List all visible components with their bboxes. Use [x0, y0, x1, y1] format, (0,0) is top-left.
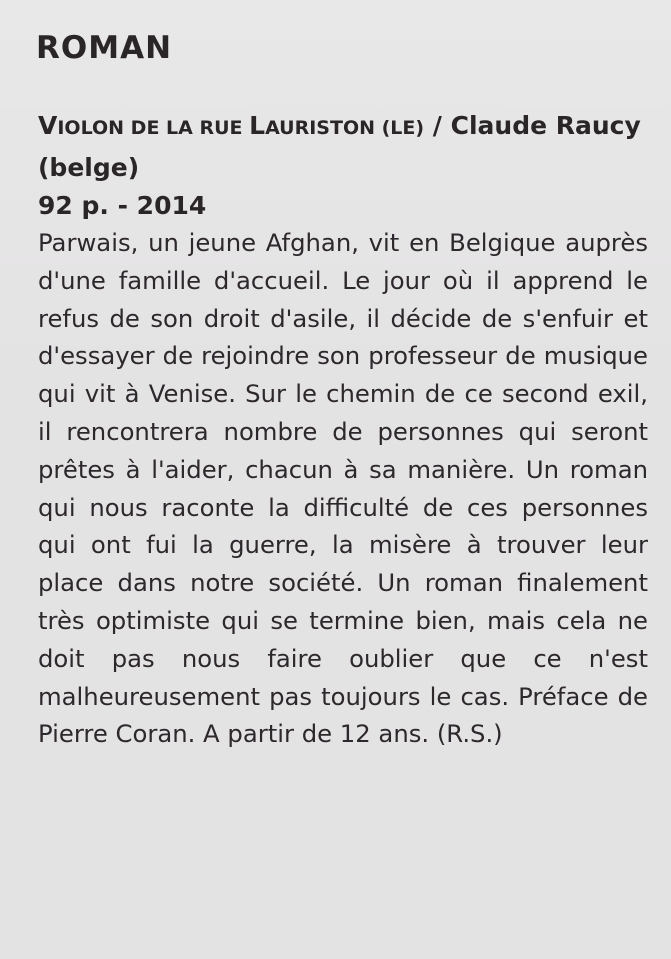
book-title — [38, 106, 648, 188]
book-entry — [38, 106, 648, 753]
title-part: V — [38, 111, 58, 140]
title-part: AURISTON (LE) — [265, 117, 425, 139]
title-part: IOLON DE LA RUE — [57, 117, 250, 139]
book-meta: 92 p. - 2014 — [38, 191, 207, 220]
book-summary: Parwais, un jeune Afghan, vit en Belgique auprès d'une famille d'accueil. Le jour où il apprend le refus de son droit d'asile, il décide de s'enfuir et d'essayer de rejoindre son professeur de musique qui vit à Venise. Sur le chemin de ce second exil, il rencontrera nombre de personnes qui seront prêtes à l'aider, chacun à sa manière. Un roman qui nous raconte la difficulté de ces personnes qui ont fui la guerre, la misère à trouver leur place dans notre société. Un roman finalement très optimiste qui se termine bien, mais cela ne doit pas nous faire oublier que ce n'est malheureusement pas toujours le cas. Préface de Pierre Coran. A partir de 12 ans. (R.S.) — [38, 228, 648, 749]
section-heading: ROMAN — [36, 30, 173, 66]
title-part: L — [249, 111, 266, 140]
title-author: / Claude Raucy (belge) — [38, 111, 641, 182]
